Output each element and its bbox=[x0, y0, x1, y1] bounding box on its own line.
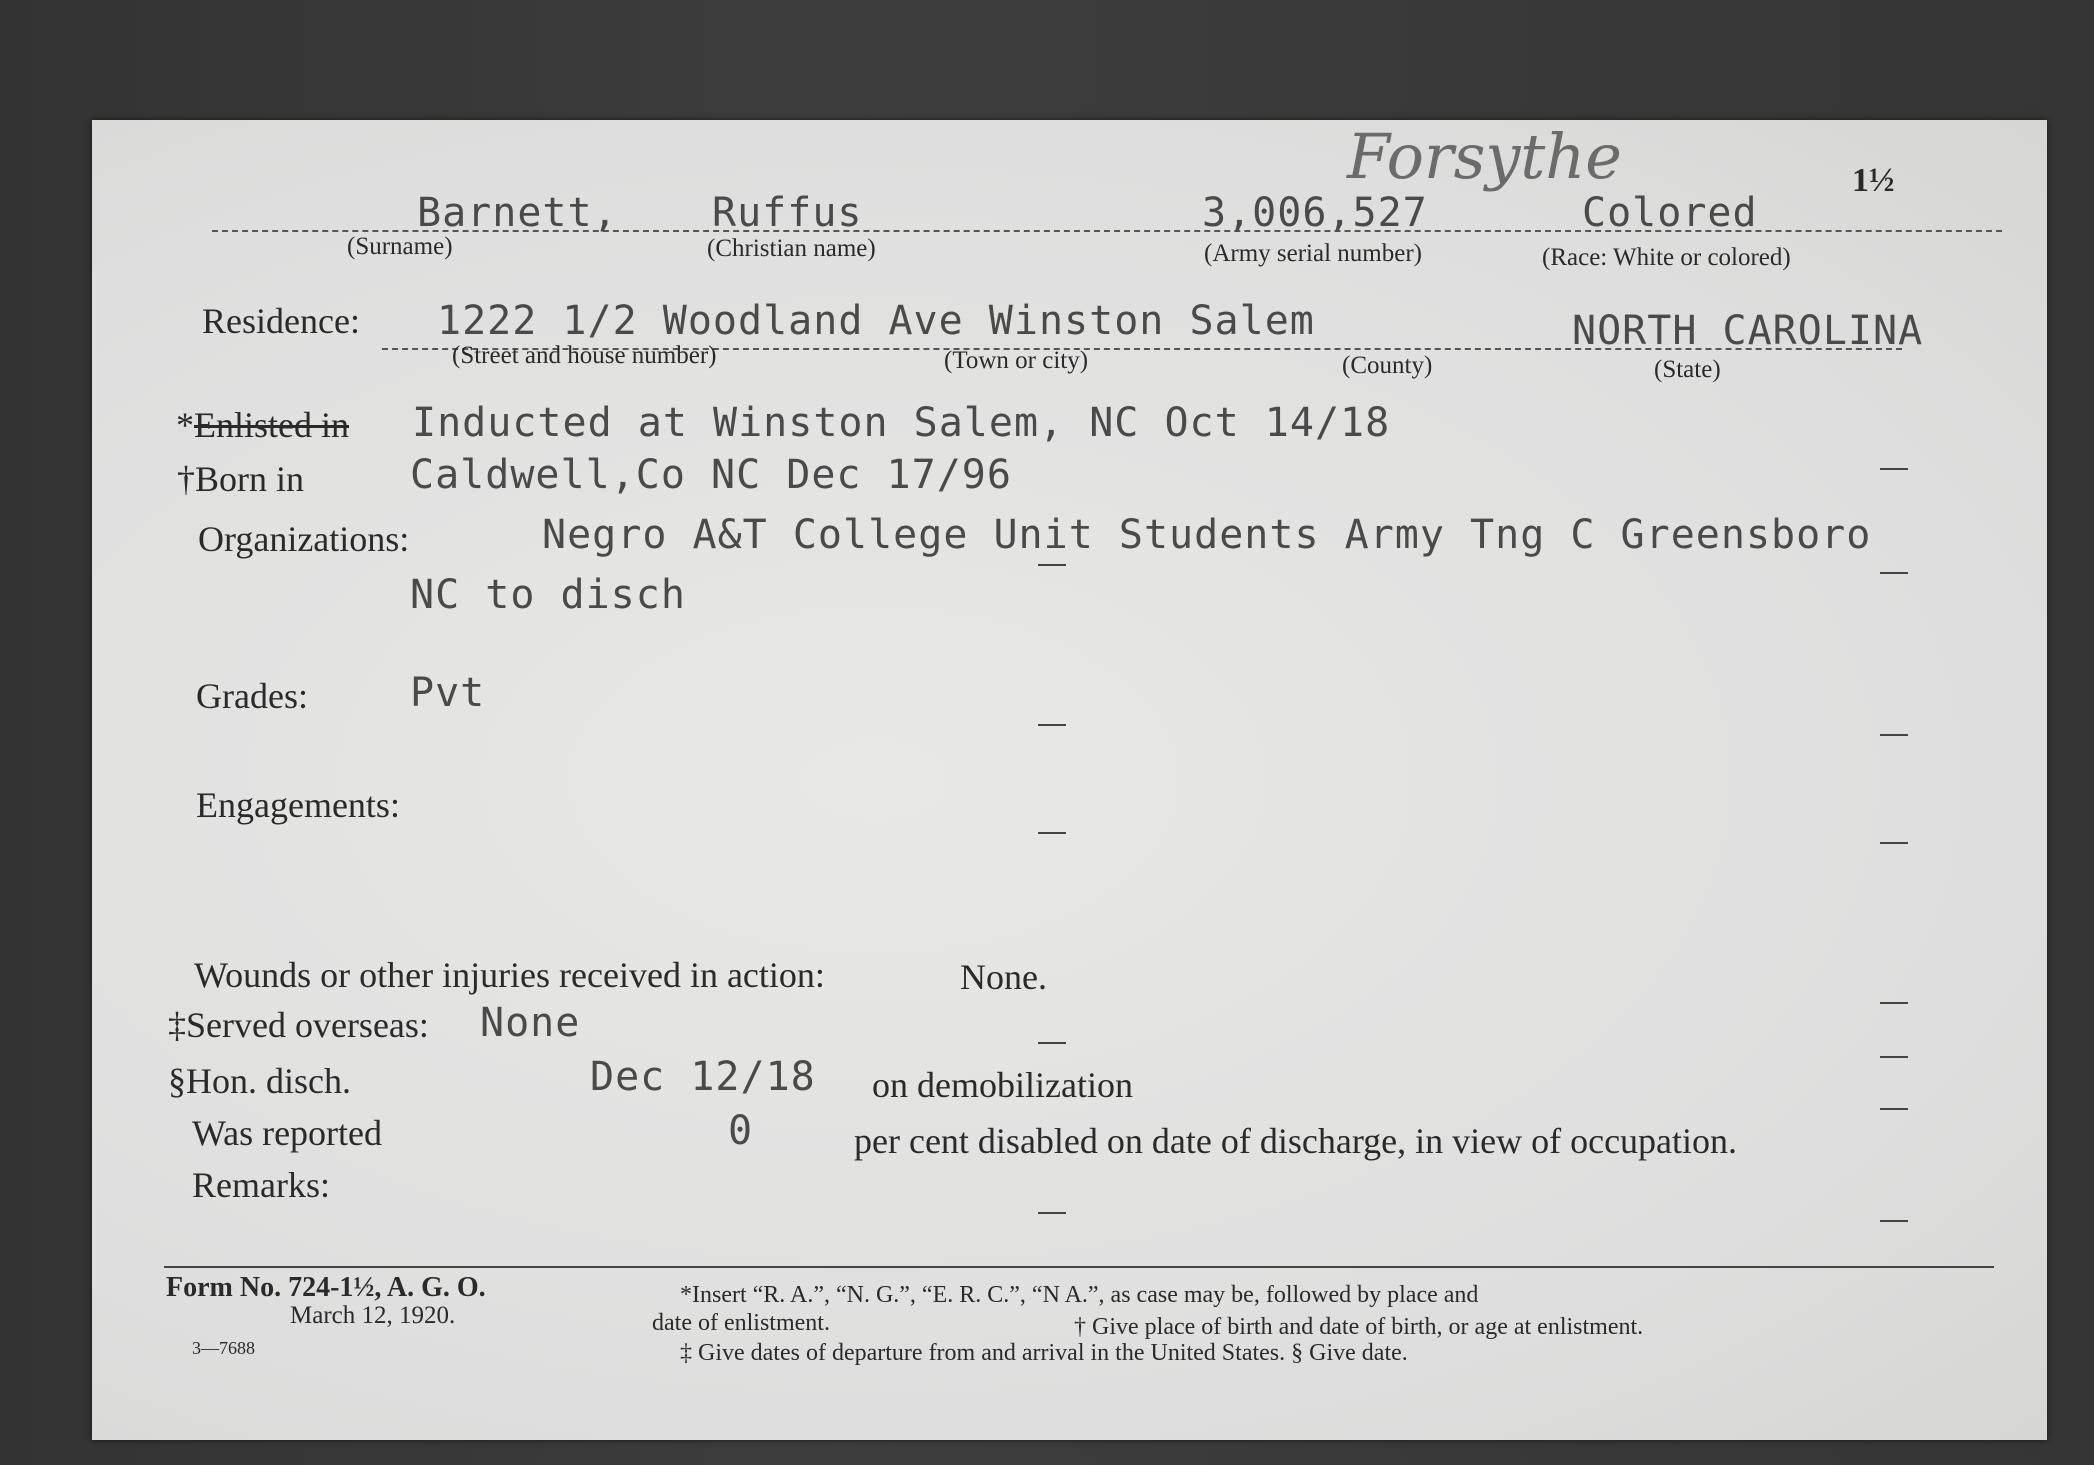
margin-dash bbox=[1038, 724, 1066, 726]
handwritten-county: Forsythe bbox=[1347, 120, 1622, 193]
residence-street-city: 1222 1/2 Woodland Ave Winston Salem bbox=[437, 298, 1315, 344]
organizations-label: Organizations: bbox=[198, 519, 410, 559]
born-value: Caldwell,Co NC Dec 17/96 bbox=[410, 452, 1012, 498]
card-number: 1½ bbox=[1852, 162, 1895, 199]
grades-value: Pvt bbox=[410, 670, 486, 716]
form-date: March 12, 1920. bbox=[290, 1302, 456, 1329]
enlisted-label bbox=[176, 404, 349, 446]
christian-name-caption: (Christian name) bbox=[707, 235, 876, 262]
county-caption: (County) bbox=[1342, 352, 1433, 379]
remarks-label: Remarks: bbox=[192, 1165, 330, 1205]
town-caption: (Town or city) bbox=[944, 347, 1089, 374]
overseas-value: None bbox=[480, 1000, 581, 1046]
form-number: Form No. 724-1½, A. G. O. bbox=[166, 1272, 486, 1303]
margin-dash bbox=[1038, 564, 1066, 566]
margin-dash bbox=[1038, 1042, 1066, 1044]
born-label: †Born in bbox=[177, 459, 305, 499]
footnote-enlistment-cont: date of enlistment. bbox=[652, 1310, 830, 1336]
hon-disch-suffix: on demobilization bbox=[872, 1065, 1133, 1105]
footnote-birth: † Give place of birth and date of birth, or age at enlistment. bbox=[1074, 1314, 1644, 1340]
reported-value: 0 bbox=[728, 1108, 754, 1154]
organizations-line2: NC to disch bbox=[410, 572, 686, 618]
hon-disch-value: Dec 12/18 bbox=[590, 1054, 816, 1100]
race-value: Colored bbox=[1582, 190, 1758, 236]
serial-number-caption: (Army serial number) bbox=[1204, 240, 1422, 267]
hon-disch-label: §Hon. disch. bbox=[168, 1061, 351, 1101]
margin-dash bbox=[1880, 1108, 1908, 1110]
margin-dash bbox=[1880, 1056, 1908, 1058]
footnote-enlistment: *Insert “R. A.”, “N. G.”, “E. R. C.”, “N A.”, as case may be, followed by place and bbox=[680, 1282, 1479, 1308]
christian-name-value: Ruffus bbox=[712, 190, 863, 236]
grades-label: Grades: bbox=[196, 676, 308, 716]
margin-dash bbox=[1880, 572, 1908, 574]
margin-dash bbox=[1880, 1002, 1908, 1004]
residence-label: Residence: bbox=[202, 301, 360, 341]
wounds-label: Wounds or other injuries received in action: bbox=[194, 955, 825, 995]
organizations-line1: Negro A&T College Unit Students Army Tng C Greensboro bbox=[542, 512, 1872, 558]
surname-caption: (Surname) bbox=[347, 233, 453, 260]
margin-dash bbox=[1880, 1220, 1908, 1222]
footer-rule bbox=[164, 1266, 1994, 1268]
margin-dash bbox=[1880, 734, 1908, 736]
footnote-overseas: ‡ Give dates of departure from and arrival in the United States. § Give date. bbox=[680, 1340, 1408, 1366]
enlisted-mark: * bbox=[176, 405, 194, 445]
overseas-label: ‡Served overseas: bbox=[168, 1005, 429, 1045]
wounds-value: None. bbox=[960, 957, 1047, 997]
service-record-card bbox=[92, 120, 2047, 1440]
margin-dash bbox=[1880, 468, 1908, 470]
enlisted-struck-label: Enlisted in bbox=[194, 405, 349, 445]
engagements-label: Engagements: bbox=[196, 785, 400, 825]
margin-dash bbox=[1880, 842, 1908, 844]
margin-dash bbox=[1038, 1212, 1066, 1214]
street-caption: (Street and house number) bbox=[452, 342, 717, 369]
serial-number-value: 3,006,527 bbox=[1202, 190, 1428, 236]
residence-state: NORTH CAROLINA bbox=[1572, 308, 1924, 354]
surname-value: Barnett, bbox=[417, 190, 618, 236]
form-code: 3—7688 bbox=[192, 1338, 255, 1358]
reported-label: Was reported bbox=[192, 1113, 383, 1153]
enlisted-value: Inducted at Winston Salem, NC Oct 14/18 bbox=[412, 400, 1391, 446]
margin-dash bbox=[1038, 832, 1066, 834]
race-caption: (Race: White or colored) bbox=[1542, 244, 1791, 271]
state-caption: (State) bbox=[1654, 356, 1721, 383]
reported-suffix: per cent disabled on date of discharge, in view of occupation. bbox=[854, 1121, 1738, 1161]
